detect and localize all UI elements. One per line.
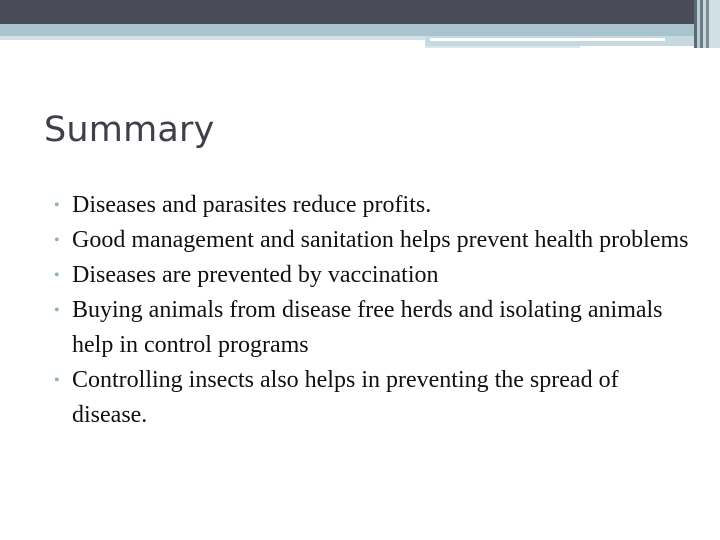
header-accent-light-stripe xyxy=(0,36,425,40)
bullet-dot-icon: • xyxy=(54,372,60,389)
header-accent-stripe xyxy=(0,24,720,36)
bullet-dot-icon: • xyxy=(54,197,60,214)
bullet-text: Buying animals from disease free herds and isolating animals help in control programs xyxy=(72,297,675,358)
bullet-item xyxy=(54,188,694,223)
header-band xyxy=(0,0,720,24)
slide-title: Summary xyxy=(44,110,215,150)
bullet-text: Good management and sanitation helps prevent health problems xyxy=(72,227,689,253)
bullet-text: Diseases are prevented by vaccination xyxy=(72,262,439,288)
bullet-item xyxy=(54,293,694,363)
bullet-item xyxy=(54,363,694,433)
bullet-dot-icon: • xyxy=(54,267,60,284)
header-accent-thin-strip xyxy=(425,46,580,48)
header-accent-highlight xyxy=(430,38,665,41)
corner-decoration xyxy=(694,0,720,48)
bullet-dot-icon: • xyxy=(54,232,60,249)
bullet-list xyxy=(54,188,694,433)
bullet-text: Controlling insects also helps in preventing the spread of disease. xyxy=(72,367,619,428)
bullet-item xyxy=(54,258,694,293)
bullet-text: Diseases and parasites reduce profits. xyxy=(72,192,432,218)
bullet-item xyxy=(54,223,694,258)
bullet-dot-icon: • xyxy=(54,302,60,319)
